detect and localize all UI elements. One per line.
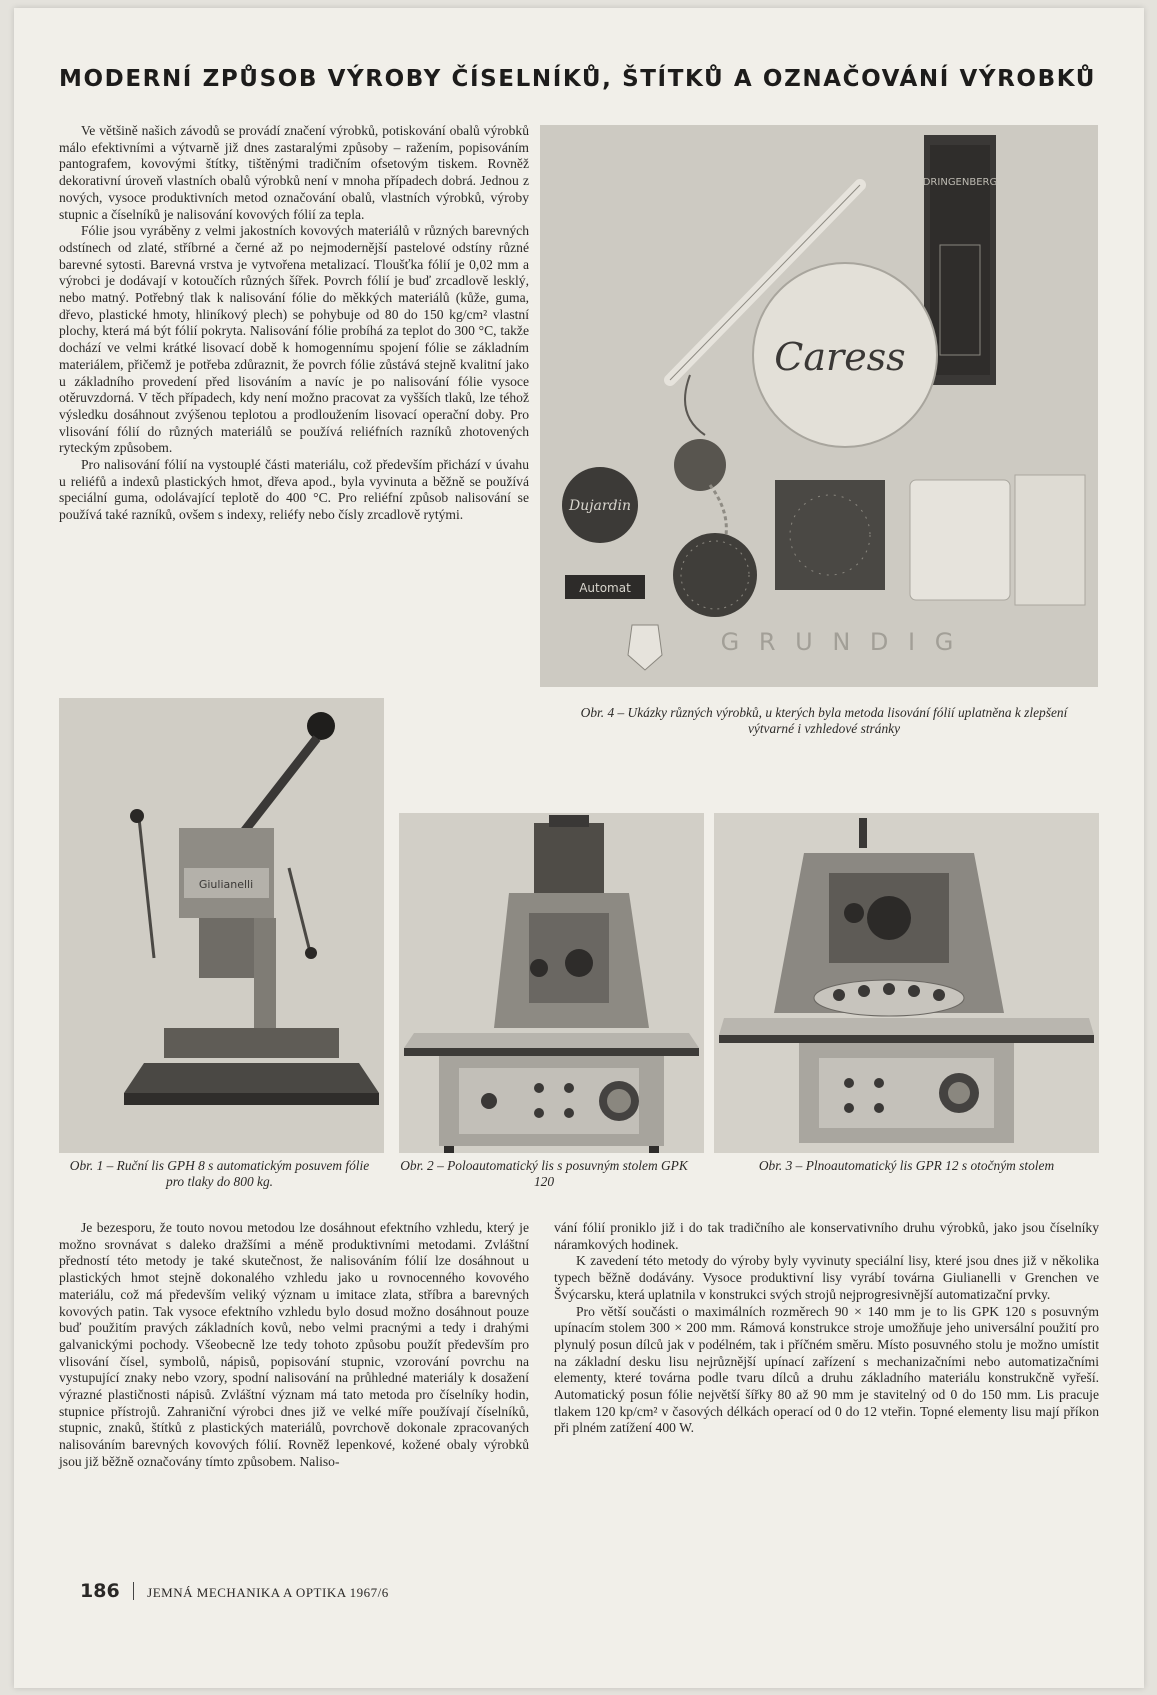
automat-label: Automat [579,581,631,595]
figure-3-caption: Obr. 3 – Plnoautomatický lis GPR 12 s otočným stolem [758,1158,1055,1173]
semi-automatic-press-image [399,813,704,1153]
body-right-paragraph-1: vání fólií proniklo již i do tak tradičního ale konservativního druhu výrobků, jako jsou číselníky náramkových hodinek. [554,1220,1099,1252]
dujardin-logo: Dujardin [568,498,632,514]
figure-1-photo [59,698,384,1153]
figure-1-caption: Obr. 1 – Ruční lis GPH 8 s automatickým posuvem fólie pro tlaky do 800 kg. [69,1158,370,1189]
press-brand-label: Giulianelli [198,878,254,891]
intro-paragraph-2: Fólie jsou vyráběny z velmi jakostních kovových materiálů v různých barevných odstínech od zlaté, stříbrné a černé až po nejmodernější pastelové odstíny různé barevné sytosti. Barevná vrstva je vytvořena metalizací. Tloušťka fólií je 0,02 mm a výrobci je dodávají v kotoučích různých šířek. Povrch fólií je buď zrcadlově lesklý, nebo matný. Potřebný tlak k nalisování fólie do měkkých materiálů (kůže, guma, dřevo, plastické hmoty, hliníkový plech) se pohybuje od 80 do 150 kg/cm² vlastní plochy, která má být fólií pokryta. Nalisování fólie probíhá za teplot do 300 °C, takže dochází ve velmi krátké lisovací době k homogennímu spojení fólie se základním materiálem, přičemž je potřeba zdůraznit, že povrch fólie zůstává stejně kvalitní jako u základního provedení před lisováním a navíc je po nalisování fólie vysoce otěruvzdorná. V těch případech, kdy není možno pracovat za vyšších tlaků, lze téhož výsledku dosáhnout zvýšenou teplotou a prodloužením lisovací operační doby. Pro vlisování fólií do různých materiálů se používá reliéfních razníků zhotovených ryteckým způsobem. [59,223,529,456]
magazine-page [14,8,1144,1688]
figure-2-photo [399,813,704,1153]
figure-4-photo [540,125,1098,687]
box-label: DRINGENBERG [922,177,998,188]
product-samples-image [540,125,1098,687]
fully-automatic-press-image [714,813,1099,1153]
body-right-paragraph-2: K zavedení této metody do výroby byly vyvinuty speciální lisy, které jsou dnes již v několika typech běžně dodávány. Vysoce produktivní lisy vyrábí továrna Giulianelli v Grenchen ve Švýcarsku, která uplatnila v konstrukci svých strojů nejprogresivnější automatizační prvky. [554,1253,1099,1302]
footer-divider [133,1582,134,1600]
article-title: MODERNÍ ZPŮSOB VÝROBY ČÍSELNÍKŮ, ŠTÍTKŮ A OZNAČOVÁNÍ VÝROBKŮ [59,66,1097,92]
figure-3-photo [714,813,1099,1153]
body-right-column [554,1220,1099,1437]
journal-name: JEMNÁ MECHANIKA A OPTIKA 1967/6 [147,1585,389,1600]
caress-logo: Caress [774,335,906,379]
page-footer [80,1580,389,1602]
manual-press-image [59,698,384,1153]
intro-text [59,123,529,524]
page-number: 186 [80,1580,120,1602]
body-left-column [59,1220,529,1471]
body-left-paragraph: Je bezesporu, že touto novou metodou lze dosáhnout efektního vzhledu, který je možno srovnávat s daleko dražšími a méně produktivními metodami. Zvláštní předností této metody je také skutečnost, že nalisováním fólií lze dosáhnout u plastických hmot stejně dokonalého vzhledu jako u rovnocenného kovového materiálu, což má především veliký význam u imitace zlata, stříbra a barevných kovových patin. Tak vysoce efektního vzhledu bylo dosud možno dosáhnout pouze buď použitím pravých základních kovů, nebo velmi pracnými a tedy i drahými galvanickými pochody. Všeobecně lze tedy tohoto způsobu použít především pro vlisování čísel, symbolů, nápisů, popisování stupnic, vzorování povrchu na vystupující znaky nebo vzory, spodní nalisování na průhledné materiály k dosažení výrazné plastičnosti nápisů. Zvláštní význam má tato metoda pro číselníky hodin, stupnice přístrojů. Zahraniční výrobci dnes již ve velké míře používají číselníků, stupnic, znaků, štítků z plastických materiálů, povrchově dokonale zpracovaných nalisováním barevných kovových fólií. Rovněž lepenkové, kožené obaly výrobků jsou již běžně označovány tímto způsobem. Naliso- [59,1220,529,1469]
figure-4-caption: Obr. 4 – Ukázky různých výrobků, u kterých byla metoda lisování fólií uplatněna k zlepšení výtvarné i vzhledové stránky [580,705,1068,736]
intro-paragraph-1: Ve většině našich závodů se provádí značení výrobků, potiskování obalů výrobků málo efektivními a výtvarně již dnes zastaralými způsoby – ražením, popisováním pantografem, kovovými štítky, tištěnými tradičním ofsetovým tiskem. Rovněž dekorativní úroveň vlastních obalů výrobků není v mnoha případech dobrá. Jednou z nových, vysoce produktivních metod označování obalů, vlastních výrobků, výroby stupnic a číselníků je nalisování kovových fólií za tepla. [59,123,529,222]
grundig-logo: G R U N D I G [720,628,960,656]
intro-paragraph-3: Pro nalisování fólií na vystouplé části materiálu, což především přichází v úvahu u reliéfů a indexů plastických hmot, dřeva apod., byla vyvinuta a běžně se používá speciální guma, odolávající teplotě do 400 °C. Pro reliéfní způsob nalisování se používá také razníků, ovšem s indexy, reliéfy nebo čísly zrcadlově rytými. [59,457,529,523]
body-right-paragraph-3: Pro větší součásti o maximálních rozměrech 90 × 140 mm je to lis GPK 120 s posuvným upínacím stolem 300 × 200 mm. Rámová konstrukce stroje umožňuje jeho universální použití pro plynulý posun dílců jak v podélném, tak i příčném směru. Místo posuvného stolu je možno umístit na základní desku lisu nejrůznější upínací zařízení s mechanizačními nebo automatizačními elementy, které továrna podle tvaru dílců a druhu základního materiálu konstrukčně vyřeší. Automatický posun fólie největší šířky 80 až 90 mm je stavitelný od 0 do 150 mm. Lis pracuje tlakem 120 kp/cm² v časových délkách operací od 0 do 12 vteřin. Topné elementy lisu mají příkon při plném zatížení 400 W. [554,1303,1099,1436]
figure-2-caption: Obr. 2 – Poloautomatický lis s posuvným stolem GPK 120 [400,1158,688,1189]
